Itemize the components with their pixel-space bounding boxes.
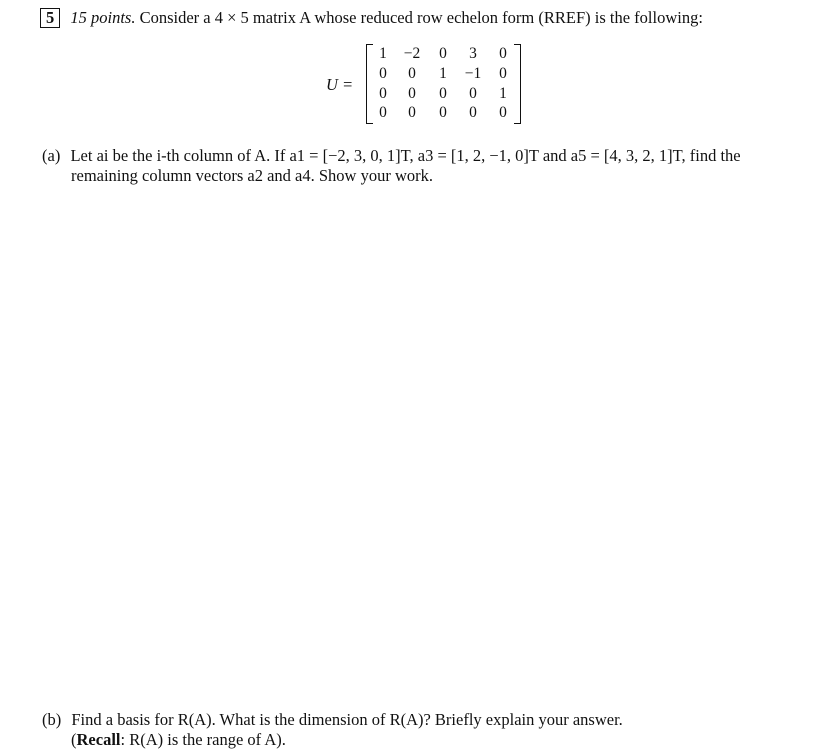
part-b-line-1 [42,710,623,730]
matrix-cell: 0 [439,85,447,102]
problem-intro: Consider a 4 × 5 matrix A whose reduced row echelon form (RREF) is the following: [139,8,703,27]
problem-header [40,8,703,28]
part-a-line-1 [42,146,741,166]
part-a-label: (a) [42,146,61,165]
problem-number: 5 [40,8,60,28]
matrix-cell: 1 [439,65,447,82]
part-a-line-2 [71,166,433,186]
matrix-cell: 3 [469,45,477,62]
matrix-cell: 0 [469,85,477,102]
part-b-line-2 [71,730,286,750]
matrix-cell: 1 [499,85,507,102]
matrix-cell: 0 [408,85,416,102]
part-a-text-1: Let ai be the i-th column of A. If a1 = [−2, 3, 0, 1]T, a3 = [1, 2, −1, 0]T and a5 = [4, 3, 2, 1]T, find the [70,146,741,165]
part-b-recall-label: Recall [76,730,121,749]
matrix-cell: 0 [469,104,477,121]
part-b-recall-paren: ( [71,730,77,749]
matrix-cell: 0 [499,104,507,121]
matrix-cell: 0 [499,65,507,82]
part-b-label: (b) [42,710,62,729]
matrix-cell: 0 [439,45,447,62]
problem-points: 15 points. [70,8,136,27]
matrix-cell: 0 [408,104,416,121]
rref-matrix [366,44,521,122]
matrix-cell: 0 [379,85,387,102]
part-a-text-2: remaining column vectors a2 and a4. Show your work. [71,166,434,185]
matrix-cell: 0 [379,65,387,82]
matrix-cell: −1 [464,65,482,82]
matrix-cell: 0 [408,65,416,82]
matrix-label: U = [326,75,354,94]
matrix-cell: 1 [379,45,387,62]
part-b-text-1: Find a basis for R(A). What is the dimension of R(A)? Briefly explain your answer. [71,710,623,729]
matrix-cell: 0 [499,45,507,62]
part-b-recall-text: : R(A) is the range of A). [120,730,286,749]
matrix-cell: 0 [379,104,387,121]
matrix-cell: 0 [439,104,447,121]
matrix-cell: −2 [403,45,421,62]
